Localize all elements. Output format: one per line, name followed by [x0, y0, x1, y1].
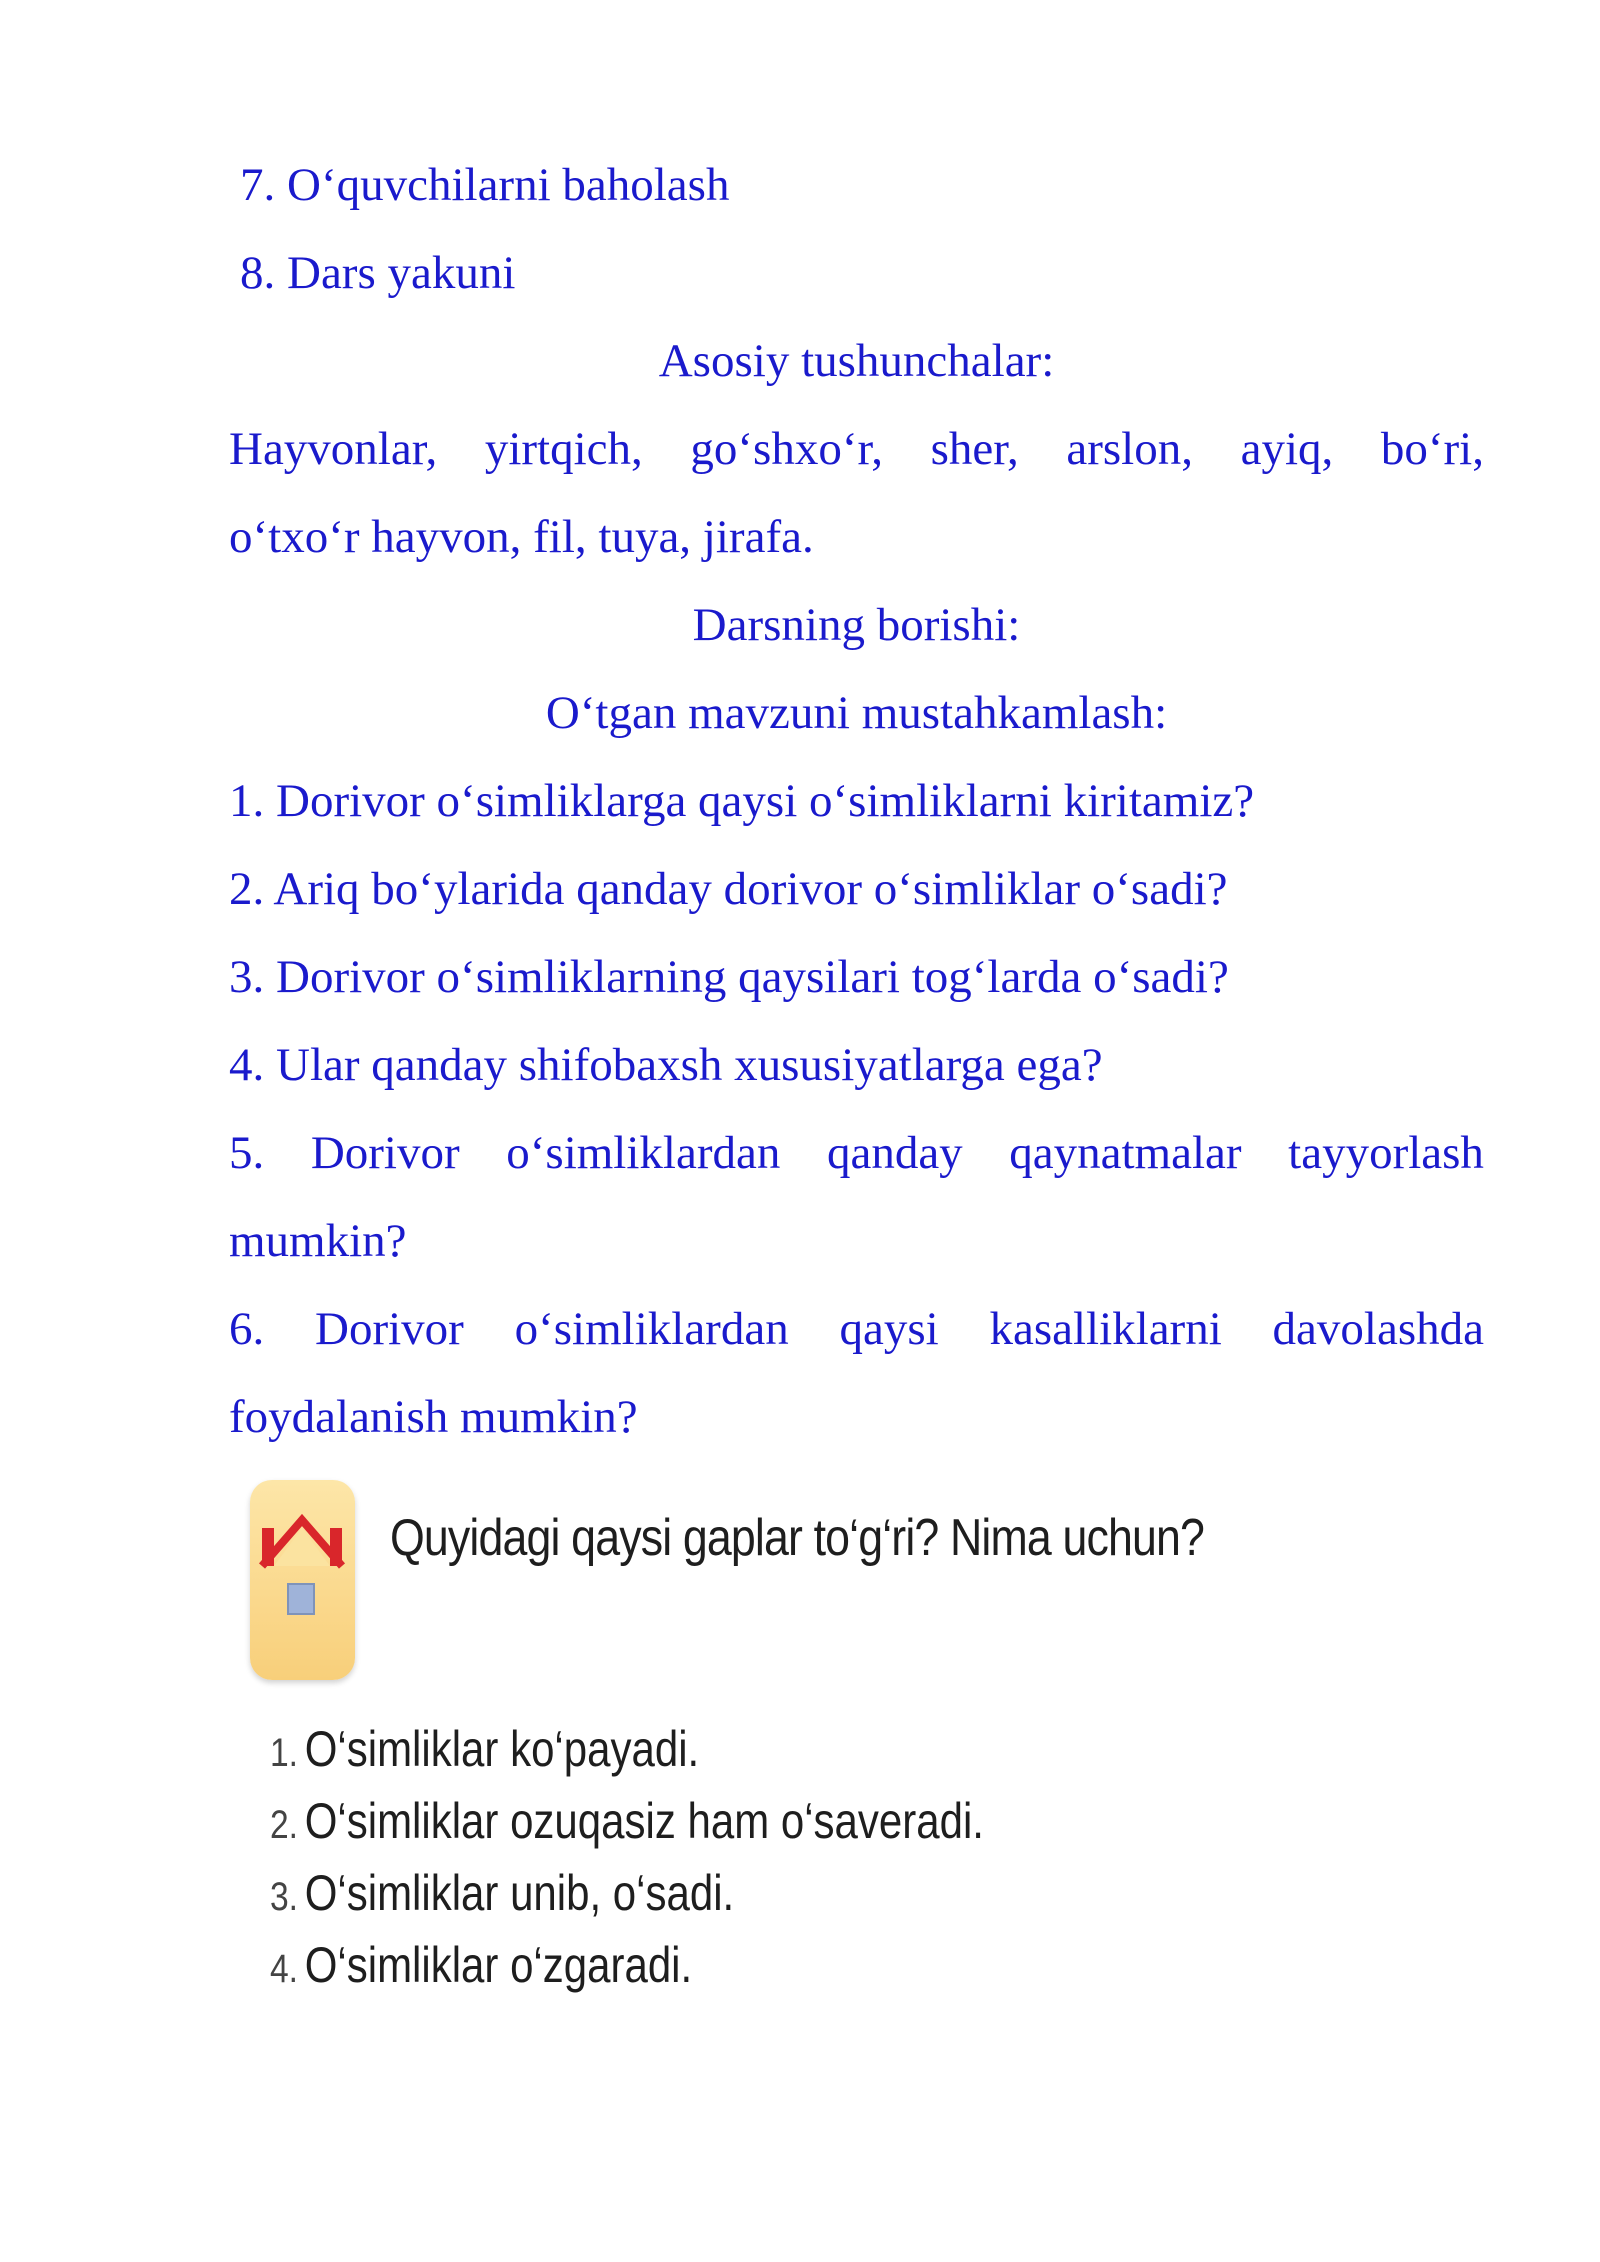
task-item-text: O‘simliklar unib, o‘sadi. — [304, 1865, 735, 1921]
question-6-line-2: foydalanish mumkin? — [229, 1391, 638, 1443]
task-item-number: 2. — [270, 1803, 299, 1847]
concept-word: bo‘ri, — [1380, 423, 1484, 475]
task-item-text: O‘simliklar ko‘payadi. — [304, 1721, 700, 1777]
task-item — [270, 1936, 692, 1994]
question-1: 1. Dorivor o‘simliklarga qaysi o‘simliklarni kiritamiz? — [229, 775, 1255, 827]
key-concepts-line-1 — [229, 419, 1484, 479]
task-item — [270, 1792, 984, 1850]
question-word: kasalliklarni — [989, 1303, 1222, 1355]
task-item — [270, 1720, 699, 1778]
concept-word: arslon, — [1066, 423, 1193, 475]
task-item-number: 3. — [270, 1875, 299, 1919]
task-item-text: O‘simliklar o‘zgaradi. — [304, 1937, 693, 1993]
task-item — [270, 1864, 734, 1922]
task-item-number: 1. — [270, 1731, 299, 1775]
question-word: o‘simliklardan — [506, 1127, 781, 1179]
question-word: o‘simliklardan — [514, 1303, 789, 1355]
review-heading: O‘tgan mavzuni mustahkamlash: — [545, 687, 1168, 739]
task-item-number: 4. — [270, 1947, 299, 1991]
question-word: tayyorlash — [1288, 1127, 1484, 1179]
question-word: 5. — [229, 1127, 265, 1179]
question-word: 6. — [229, 1303, 265, 1355]
question-5-line-2: mumkin? — [229, 1215, 407, 1267]
concept-word: go‘shxo‘r, — [690, 423, 883, 475]
concept-word: yirtqich, — [484, 423, 643, 475]
key-concepts-heading: Asosiy tushunchalar: — [658, 335, 1055, 387]
question-word: qanday — [826, 1127, 963, 1179]
key-concepts-line-2: o‘txo‘r hayvon, fil, tuya, jirafa. — [229, 511, 814, 563]
question-6-line-1 — [229, 1299, 1484, 1359]
question-word: Dorivor — [310, 1127, 460, 1179]
question-4: 4. Ular qanday shifobaxsh xususiyatlarga ega? — [229, 1039, 1103, 1091]
concept-word: ayiq, — [1240, 423, 1334, 475]
plan-item-7: 7. O‘quvchilarni baholash — [240, 159, 730, 211]
plan-item-8: 8. Dars yakuni — [240, 247, 516, 299]
textbook-task-image — [240, 1470, 1320, 2030]
question-2: 2. Ariq bo‘ylarida qanday dorivor o‘simliklar o‘sadi? — [229, 863, 1228, 915]
question-5-line-1 — [229, 1123, 1484, 1183]
question-word: davolashda — [1272, 1303, 1484, 1355]
task-item-text: O‘simliklar ozuqasiz ham o‘saveradi. — [304, 1793, 984, 1849]
task-title: Quyidagi qaysi gaplar to‘g‘ri? Nima uchun? — [390, 1509, 1205, 1567]
lesson-heading: Darsning borishi: — [692, 599, 1021, 651]
question-word: qaysi — [839, 1303, 939, 1355]
question-word: qaynatmalar — [1009, 1127, 1242, 1179]
question-3: 3. Dorivor o‘simliklarning qaysilari tog‘larda o‘sadi? — [229, 951, 1229, 1003]
concept-word: Hayvonlar, — [229, 423, 438, 475]
question-word: Dorivor — [315, 1303, 464, 1355]
house-icon — [250, 1480, 355, 1680]
concept-word: sher, — [930, 423, 1019, 475]
